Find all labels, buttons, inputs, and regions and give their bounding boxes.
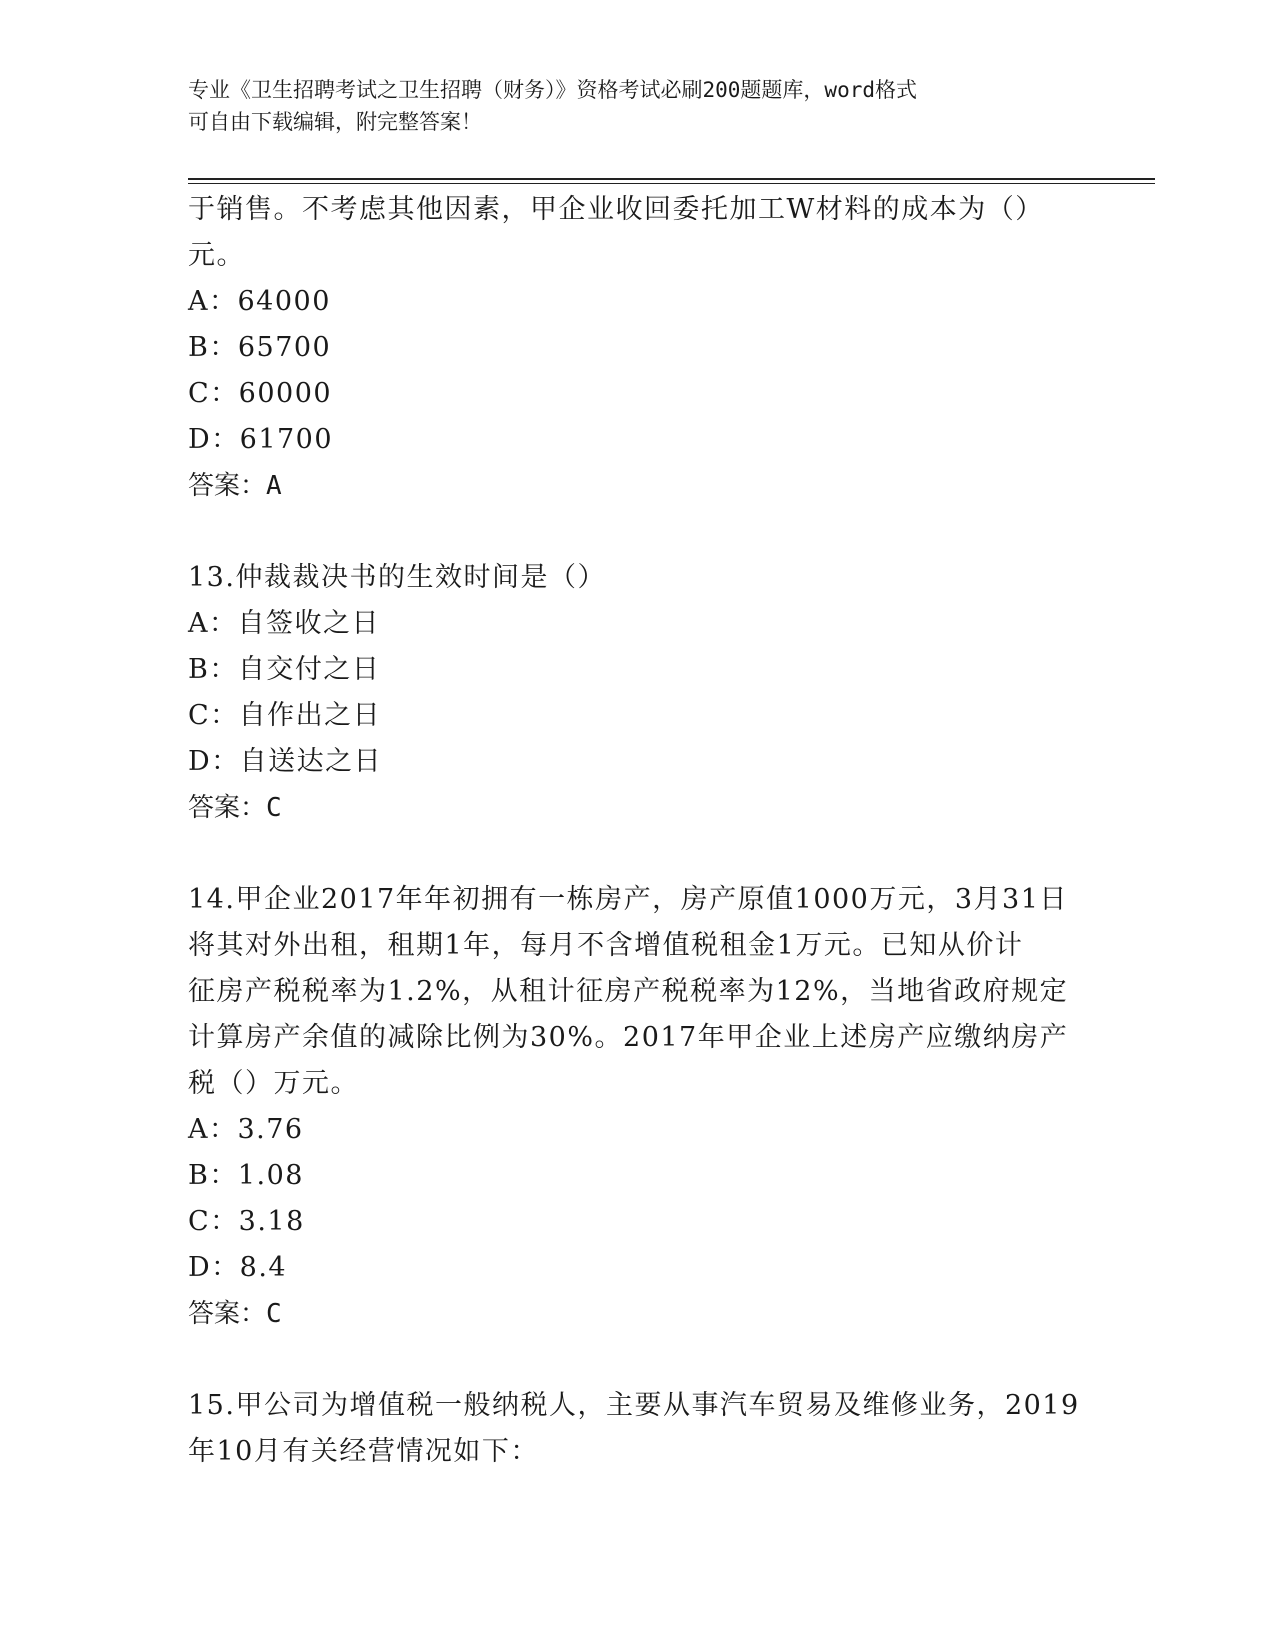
answer-line: 答案：C (188, 793, 282, 823)
question-stem-line: 元。 (188, 240, 245, 271)
question-stem-line: 将其对外出租，租期1年，每月不含增值税租金1万元。已知从价计 (188, 930, 1024, 961)
question-stem-line: 税（）万元。 (188, 1068, 359, 1099)
question-stem-line: 征房产税税率为1.2%，从租计征房产税税率为12%，当地省政府规定 (188, 976, 1069, 1007)
question-15 (188, 1383, 1088, 1475)
document-body (188, 187, 1088, 1475)
answer-line: 答案：C (188, 1299, 282, 1329)
question-spacer (188, 1337, 1088, 1383)
question-12 (188, 187, 1088, 509)
option-c: C：3.18 (188, 1206, 305, 1237)
document-header (188, 74, 1088, 138)
option-c: C：自作出之日 (188, 700, 382, 731)
question-stem-line: 14.甲企业2017年年初拥有一栋房产，房产原值1000万元，3月31日 (188, 884, 1068, 915)
option-a: A：自签收之日 (188, 608, 380, 639)
question-spacer (188, 509, 1088, 555)
question-stem-line: 13.仲裁裁决书的生效时间是（） (188, 562, 606, 593)
question-stem-line: 于销售。不考虑其他因素，甲企业收回委托加工W材料的成本为（） (188, 194, 1044, 225)
option-d: D：8.4 (188, 1252, 288, 1283)
option-b: B：1.08 (188, 1160, 304, 1191)
question-stem-line: 计算房产余值的减除比例为30%。2017年甲企业上述房产应缴纳房产 (188, 1022, 1069, 1053)
question-stem-line: 15.甲公司为增值税一般纳税人，主要从事汽车贸易及维修业务，2019 (188, 1390, 1080, 1421)
header-title-line-1: 专业《卫生招聘考试之卫生招聘（财务）》资格考试必刷200题题库，word格式 (188, 78, 917, 102)
option-d: D：自送达之日 (188, 746, 383, 777)
header-title-line-2: 可自由下载编辑，附完整答案！ (188, 110, 482, 134)
question-14 (188, 877, 1088, 1337)
option-b: B：自交付之日 (188, 654, 381, 685)
answer-line: 答案：A (188, 471, 282, 501)
question-13 (188, 555, 1088, 831)
option-b: B：65700 (188, 332, 332, 363)
option-d: D：61700 (188, 424, 334, 455)
question-spacer (188, 831, 1088, 877)
header-divider-thin (188, 183, 1155, 184)
question-stem-line: 年10月有关经营情况如下： (188, 1436, 539, 1467)
option-a: A：3.76 (188, 1114, 304, 1145)
header-divider-thick (188, 178, 1155, 180)
option-a: A：64000 (188, 286, 331, 317)
option-c: C：60000 (188, 378, 333, 409)
